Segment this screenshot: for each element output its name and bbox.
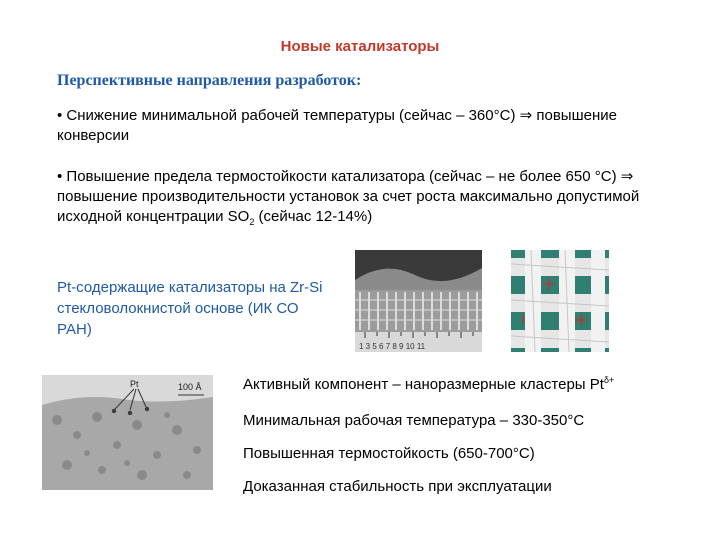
- slide-title: Новые катализаторы: [280, 38, 440, 55]
- bullet-thermostability-text: • Повышение предела термостойкости катализатора (сейчас – не более 650 °С) ⇒ повышение производительности установок за счет роста максимально допустимой исходной концентрации SO: [57, 168, 640, 225]
- feature-thermostability: Повышенная термостойкость (650-700°С): [243, 445, 535, 462]
- section-heading: Перспективные направления разработок:: [57, 72, 362, 89]
- feature-min-temperature: Минимальная рабочая температура – 330-350°С: [243, 412, 585, 429]
- ruler-numbers: 1 3 5 6 7 8 9 10 11: [359, 342, 426, 351]
- bullet-temperature: • Снижение минимальной рабочей температуры (сейчас – 360°С) ⇒ повышение конверсии: [57, 107, 617, 144]
- pt-particle-label: Pt: [130, 379, 139, 389]
- feature-active-component: [243, 375, 614, 393]
- woven-fabric-closeup-photo: [511, 250, 609, 352]
- pt-catalyst-caption: Pt-содержащие катализаторы на Zr-Si стекловолокнистой основе (ИК СО РАН): [57, 279, 323, 338]
- fiberglass-fabric-photo: [355, 250, 482, 352]
- pt-charge-superscript: δ+: [603, 375, 615, 385]
- feature-active-component-text: Активный компонент – наноразмерные кластеры Pt: [243, 376, 604, 393]
- tem-micrograph: [42, 375, 213, 490]
- feature-stability: Доказанная стабильность при эксплуатации: [243, 478, 552, 495]
- scale-bar-label: 100 Å: [178, 382, 202, 392]
- bullet-thermostability-tail: (сейчас 12-14%): [254, 208, 373, 225]
- so2-subscript: 2: [249, 217, 255, 227]
- bullet-thermostability: [57, 167, 687, 232]
